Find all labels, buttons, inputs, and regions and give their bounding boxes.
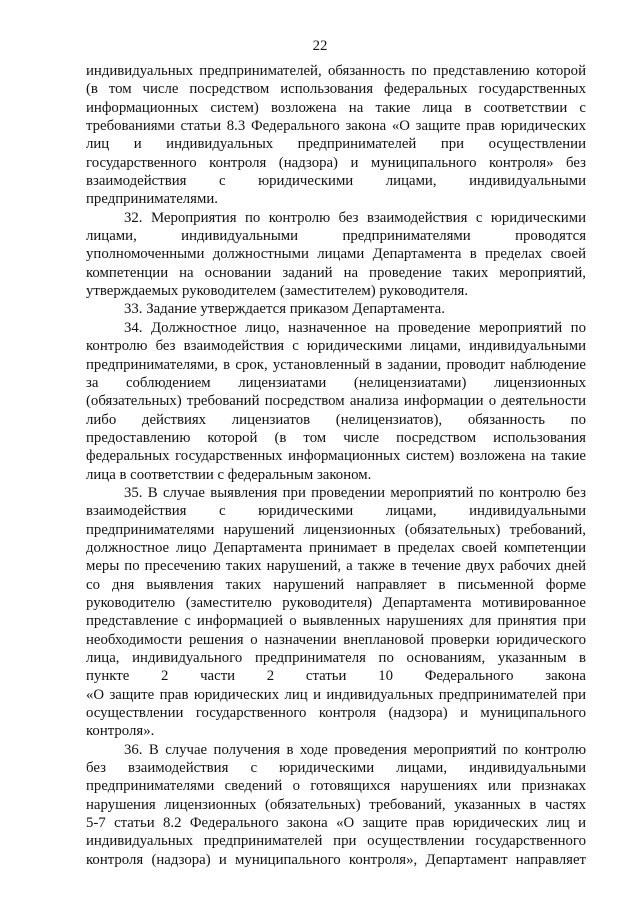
- text-line: предпринимателями сведений о готовящихся нарушениях или признаках: [86, 778, 586, 795]
- text-line: должностное лицо Департамента принимает в пределах своей компетенции: [86, 539, 586, 556]
- text-line: контроля (надзора) и муниципального контроля», Департамент направляет: [86, 851, 586, 868]
- text-line: информационных систем) возложена на такие лица в соответствии с: [86, 99, 586, 116]
- text-line: лица в соответствии с федеральным законом.: [86, 466, 372, 483]
- text-line: предпринимателями.: [86, 191, 218, 208]
- text-line: уполномоченными должностными лицами Департамента в пределах своей: [86, 246, 586, 263]
- text-line: 33. Задание утверждается приказом Департамента.: [124, 301, 445, 318]
- text-line: предпринимателями нарушений лицензионных (обязательных) требований,: [86, 521, 586, 538]
- text-line: требованиями статьи 8.3 Федерального закона «О защите прав юридических: [86, 118, 586, 135]
- text-line: утверждаемых руководителем (заместителем) руководителя.: [86, 283, 469, 300]
- text-line: «О защите прав юридических лиц и индивидуальных предпринимателей при: [86, 686, 586, 703]
- text-line: индивидуальных предпринимателей при осуществлении государственного: [86, 833, 586, 850]
- text-line: контролю без взаимодействия с юридическими лицами, индивидуальными: [86, 338, 586, 355]
- text-line: нарушения лицензионных (обязательных) требований, указанных в частях: [86, 796, 586, 813]
- text-line: осуществлении государственного контроля (надзора) и муниципального: [86, 705, 586, 722]
- text-line: взаимодействия с юридическими лицами, индивидуальными: [86, 173, 586, 190]
- text-line: без взаимодействия с юридическими лицами, индивидуальными: [86, 760, 586, 777]
- text-line: за соблюдением лицензиатами (нелицензиатами) лицензионных: [86, 374, 586, 391]
- text-line: предпринимателями, в срок, установленный в задании, проводит наблюдение: [86, 356, 586, 373]
- text-line: 32. Мероприятия по контролю без взаимодействия с юридическими: [124, 209, 586, 226]
- text-line: либо действиях лицензиатов (нелицензиатов), обязанность по: [86, 411, 586, 428]
- text-line: лица, индивидуального предпринимателя по основаниям, указанным в: [86, 650, 586, 666]
- text-line: компетенции на основании заданий на проведение таких мероприятий,: [86, 264, 586, 281]
- text-line: 35. В случае выявления при проведении мероприятий по контролю без: [124, 484, 586, 501]
- text-line: 5-7 статьи 8.2 Федерального закона «О защите прав юридических лиц и: [86, 815, 586, 832]
- text-line: федеральных государственных информационных систем) возложена на такие: [86, 448, 586, 465]
- text-line: меры по пресечению таких нарушений, а также в течение двух рабочих дней: [86, 558, 586, 575]
- text-line: контроля».: [86, 723, 155, 740]
- text-line: государственного контроля (надзора) и муниципального контроля» без: [86, 154, 586, 171]
- text-line: предоставлению которой (в том числе посредством использования: [86, 429, 586, 446]
- text-line: представление с информацией о выявленных нарушениях для принятия при: [86, 613, 586, 630]
- body-text: [86, 62, 586, 869]
- text-line: 36. В случае получения в ходе проведения мероприятий по контролю: [124, 741, 586, 758]
- text-line: индивидуальных предпринимателей, обязанность по представлению которой: [86, 63, 586, 79]
- text-line: необходимости решения о назначении внеплановой проверки юридического: [86, 631, 586, 648]
- text-line: 34. Должностное лицо, назначенное на проведение мероприятий по: [124, 319, 586, 336]
- text-line: со дня выявления таких нарушений направляет в письменной форме: [86, 576, 586, 593]
- page-number: 22: [312, 38, 328, 54]
- text-line: (обязательных) требований посредством анализа информации о деятельности: [86, 393, 586, 410]
- text-line: руководителю (заместителю руководителя) Департамента мотивированное: [86, 594, 586, 611]
- text-line: лиц и индивидуальных предпринимателей при осуществлении: [86, 136, 586, 153]
- text-line: взаимодействия с юридическими лицами, индивидуальными: [86, 503, 586, 520]
- text-line: пункте 2 части 2 статьи 10 Федерального закона: [86, 668, 586, 685]
- text-line: (в том числе посредством использования федеральных государственных: [86, 81, 586, 98]
- text-line: лицами, индивидуальными предпринимателями проводятся: [86, 228, 586, 245]
